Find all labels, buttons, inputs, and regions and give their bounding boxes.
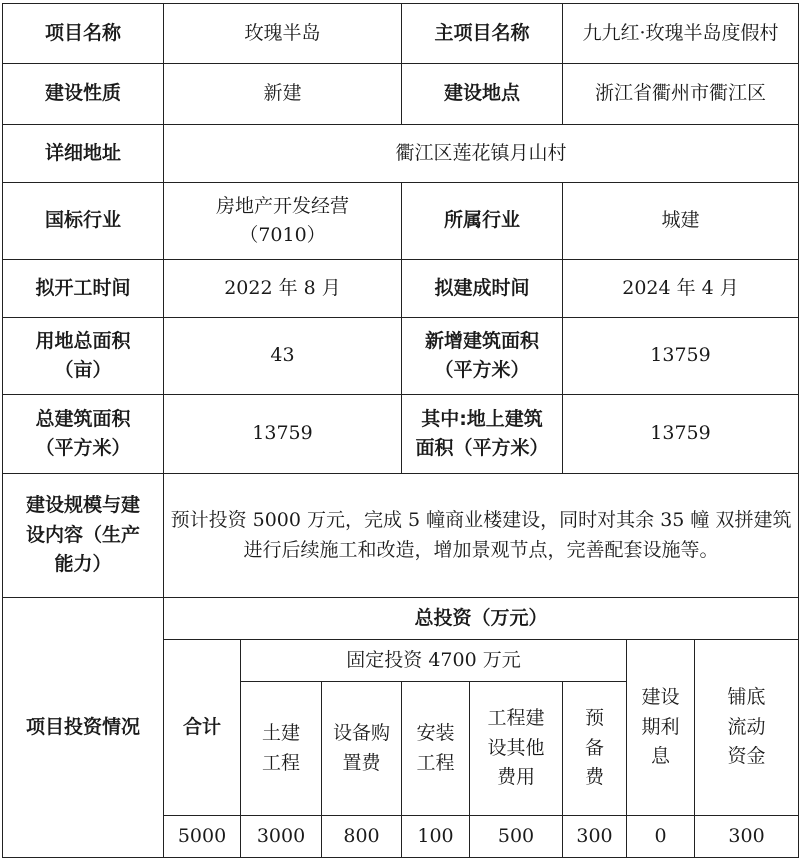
interest-header-line3: 息 [651, 745, 671, 768]
new-building-area-label-line1: 新增建筑面积 [425, 329, 540, 352]
main-project-name-label: 主项目名称 [402, 4, 563, 64]
total-building-area-value: 13759 [164, 395, 402, 474]
scale-content-text: 预计投资 5000 万元，完成 5 幢商业楼建设，同时对其余 35 幢 双拼建筑进行后续施工和改造，增加景观节点，完善配套设施等。 [164, 474, 799, 598]
row-land-area [3, 318, 799, 395]
detailed-address-label: 详细地址 [3, 125, 164, 183]
working-capital-header [695, 640, 799, 816]
working-capital-header-line2: 流动 [727, 715, 766, 738]
industry-label: 所属行业 [402, 183, 563, 260]
row-scale-content [3, 474, 799, 598]
project-info-table [2, 3, 799, 858]
other-costs-header-line3: 费用 [497, 766, 536, 789]
row-construction-nature [3, 64, 799, 125]
land-area-value: 43 [164, 318, 402, 395]
sum-label: 合计 [164, 640, 241, 816]
detailed-address-value: 衢江区莲花镇月山村 [164, 125, 799, 183]
national-industry-label: 国标行业 [3, 183, 164, 260]
other-costs-header-line2: 设其他 [487, 736, 545, 759]
planned-start-label: 拟开工时间 [3, 260, 164, 318]
row-investment-header [3, 598, 799, 640]
row-total-building-area [3, 395, 799, 474]
row-detailed-address [3, 125, 799, 183]
national-industry-value-line2: （7010） [239, 224, 326, 246]
above-ground-area-value: 13759 [563, 395, 799, 474]
installation-header-line1: 安装 [416, 722, 455, 745]
other-costs-value: 500 [470, 816, 563, 858]
scale-content-label-line2: 设内容（生产 [25, 523, 140, 546]
reserve-header-line3: 费 [585, 766, 605, 789]
fixed-investment-header: 固定投资 4700 万元 [241, 640, 627, 682]
planned-completion-value: 2024 年 4 月 [563, 260, 799, 318]
planned-completion-label: 拟建成时间 [402, 260, 563, 318]
interest-value: 0 [627, 816, 695, 858]
sum-value: 5000 [164, 816, 241, 858]
row-schedule [3, 260, 799, 318]
above-ground-area-label-line2: 面积（平方米） [415, 437, 549, 459]
reserve-header-line1: 预 [585, 707, 605, 730]
installation-header [402, 682, 470, 816]
new-building-area-label-line2: （平方米） [434, 359, 530, 381]
working-capital-header-line3: 资金 [727, 745, 766, 768]
land-area-label-line2: （亩） [54, 359, 112, 381]
row-industry [3, 183, 799, 260]
reserve-header [563, 682, 627, 816]
reserve-header-line2: 备 [585, 736, 605, 759]
national-industry-value [164, 183, 402, 260]
civil-works-value: 3000 [241, 816, 322, 858]
equipment-header [322, 682, 402, 816]
total-building-area-label [3, 395, 164, 474]
above-ground-area-label [402, 395, 563, 474]
interest-header-line1: 建设 [641, 686, 680, 709]
equipment-value: 800 [322, 816, 402, 858]
installation-value: 100 [402, 816, 470, 858]
investment-label: 项目投资情况 [3, 598, 164, 858]
construction-site-value: 浙江省衢州市衢江区 [563, 64, 799, 125]
installation-header-line2: 工程 [416, 751, 455, 774]
construction-site-label: 建设地点 [402, 64, 563, 125]
planned-start-value: 2022 年 8 月 [164, 260, 402, 318]
national-industry-value-line1: 房地产开发经营 [215, 194, 349, 217]
other-costs-header [470, 682, 563, 816]
total-building-area-label-line2: （平方米） [35, 437, 131, 459]
new-building-area-label [402, 318, 563, 395]
interest-header [627, 640, 695, 816]
equipment-header-line1: 设备购 [332, 722, 390, 745]
civil-works-header-line1: 土建 [261, 722, 300, 745]
interest-header-line2: 期利 [641, 715, 680, 738]
land-area-label [3, 318, 164, 395]
construction-nature-value: 新建 [164, 64, 402, 125]
working-capital-header-line1: 铺底 [727, 686, 766, 709]
row-project-name [3, 4, 799, 64]
main-project-name-value: 九九红·玫瑰半岛度假村 [563, 4, 799, 64]
scale-content-label-line3: 能力） [54, 553, 112, 576]
scale-content-label [3, 474, 164, 598]
scale-content-label-line1: 建设规模与建 [25, 494, 140, 517]
civil-works-header [241, 682, 322, 816]
project-name-value: 玫瑰半岛 [164, 4, 402, 64]
construction-nature-label: 建设性质 [3, 64, 164, 125]
civil-works-header-line2: 工程 [261, 751, 300, 774]
above-ground-area-label-line1: 其中:地上建筑 [421, 407, 543, 430]
project-name-label: 项目名称 [3, 4, 164, 64]
new-building-area-value: 13759 [563, 318, 799, 395]
industry-value: 城建 [563, 183, 799, 260]
reserve-value: 300 [563, 816, 627, 858]
land-area-label-line1: 用地总面积 [35, 329, 131, 352]
total-investment-header: 总投资（万元） [164, 598, 799, 640]
equipment-header-line2: 置费 [342, 751, 381, 774]
other-costs-header-line1: 工程建 [487, 707, 545, 730]
working-capital-value: 300 [695, 816, 799, 858]
total-building-area-label-line1: 总建筑面积 [35, 407, 131, 430]
